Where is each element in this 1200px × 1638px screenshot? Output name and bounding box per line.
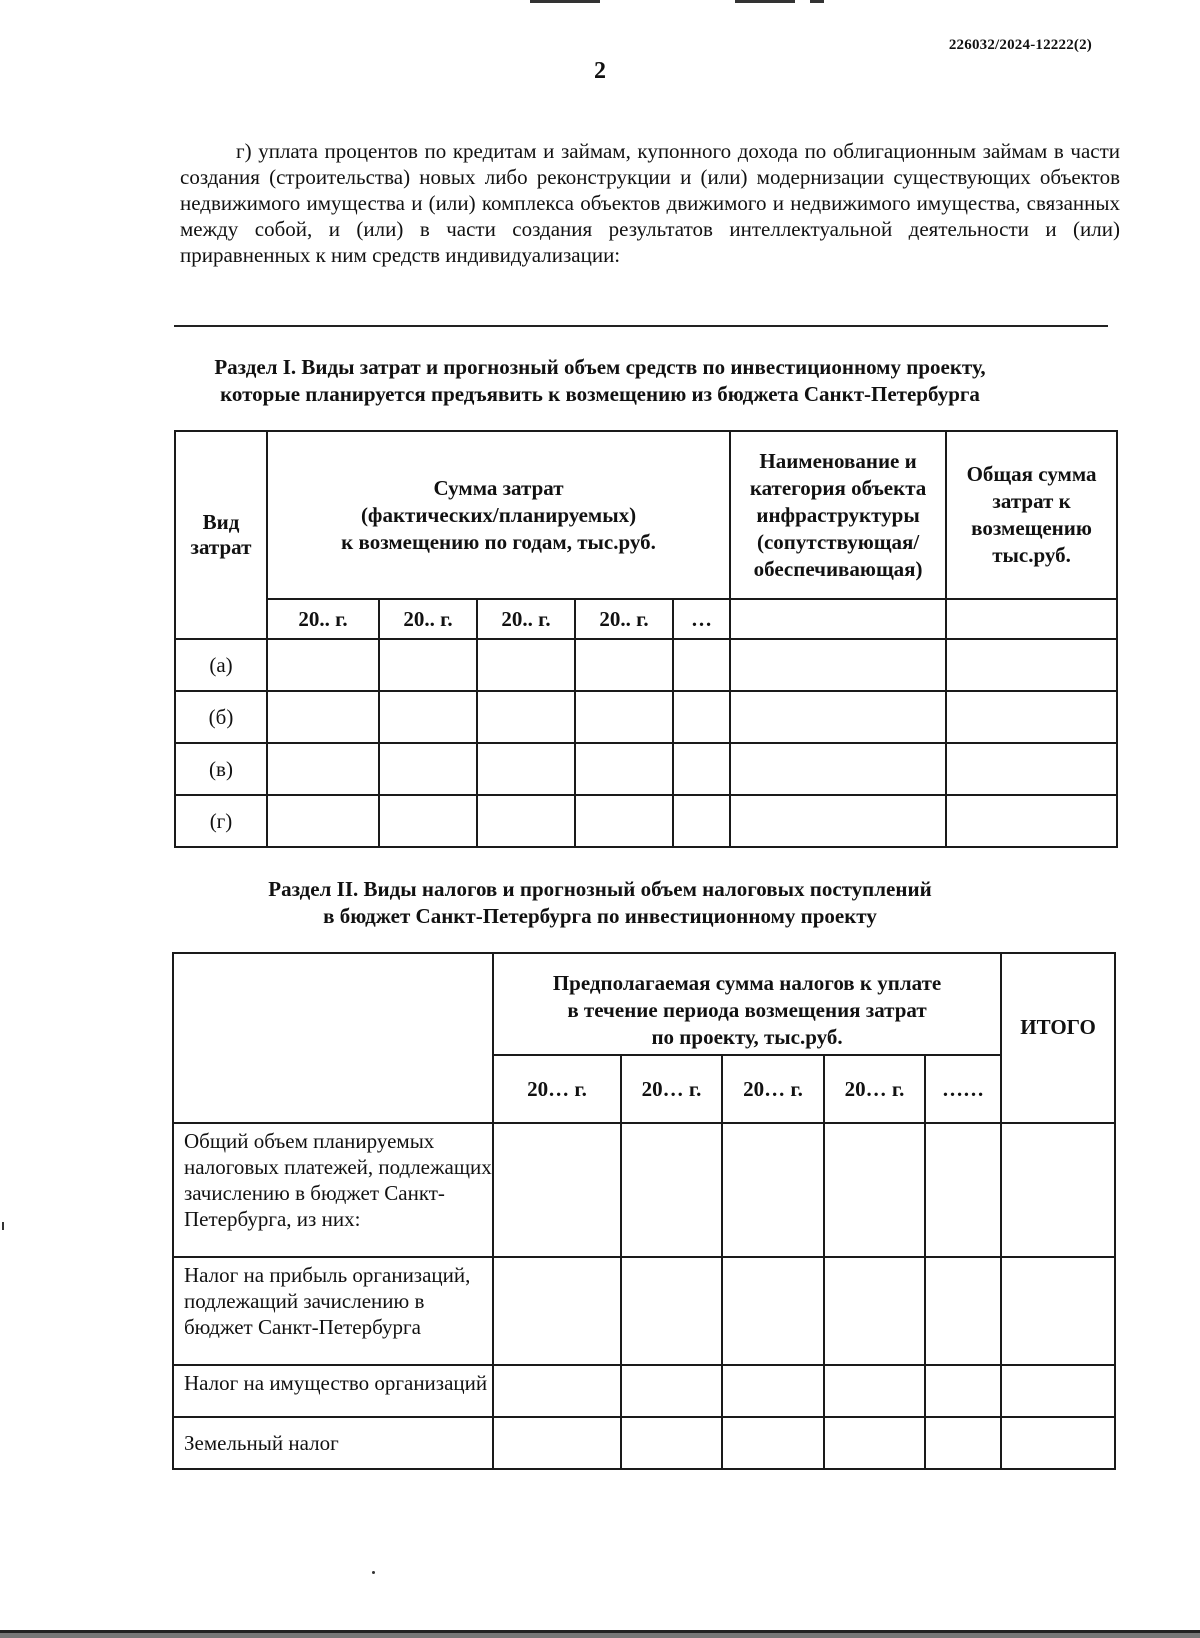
year-header-more: …… [925, 1055, 1001, 1123]
data-cell [477, 795, 575, 847]
data-cell [575, 795, 673, 847]
year-header: 20… г. [722, 1055, 824, 1123]
year-header: 20.. г. [379, 599, 477, 639]
scan-bottom-edge [0, 1630, 1200, 1638]
table-row [173, 1123, 1115, 1257]
data-cell [1001, 1257, 1115, 1365]
data-cell [477, 691, 575, 743]
data-cell [824, 1417, 925, 1469]
year-header-more: … [673, 599, 730, 639]
data-cell [575, 691, 673, 743]
data-cell [824, 1123, 925, 1257]
scan-edge-mark [810, 0, 824, 3]
data-cell [379, 743, 477, 795]
data-cell [946, 639, 1117, 691]
empty-cell [946, 599, 1117, 639]
table-row [175, 743, 1117, 795]
table-row [173, 1417, 1115, 1469]
header-object-name: Наименование и категория объекта инфраструктуры (сопутствующая/ обеспечивающая) [730, 431, 946, 599]
data-cell [925, 1123, 1001, 1257]
data-cell [730, 639, 946, 691]
data-cell [621, 1257, 722, 1365]
data-cell [673, 691, 730, 743]
data-cell [730, 795, 946, 847]
row-label: (б) [175, 691, 267, 743]
data-cell [493, 1123, 621, 1257]
data-cell [621, 1123, 722, 1257]
data-cell [946, 743, 1117, 795]
year-header: 20… г. [621, 1055, 722, 1123]
header-cost-type: Вид затрат [175, 431, 267, 639]
section1-title-line1: Раздел I. Виды затрат и прогнозный объем средств по инвестиционному проекту, [214, 355, 986, 379]
section2-title-line2: в бюджет Санкт-Петербурга по инвестиционному проекту [323, 904, 877, 928]
scan-speck [372, 1571, 375, 1574]
data-cell [493, 1365, 621, 1417]
header-cost-sum [267, 431, 730, 599]
data-cell [1001, 1123, 1115, 1257]
data-cell [925, 1257, 1001, 1365]
data-cell [575, 743, 673, 795]
row-label: (а) [175, 639, 267, 691]
header-cost-sum-line1: Сумма затрат [433, 475, 564, 500]
header-tax-sum-line1: Предполагаемая сумма налогов к уплате [552, 971, 942, 995]
row-label: Земельный налог [173, 1417, 493, 1469]
scan-edge-mark [530, 0, 600, 3]
data-cell [493, 1417, 621, 1469]
table-row [175, 639, 1117, 691]
data-cell [722, 1365, 824, 1417]
data-cell [477, 743, 575, 795]
data-cell [575, 639, 673, 691]
table-row [175, 691, 1117, 743]
data-cell [824, 1365, 925, 1417]
header-tax-sum [493, 953, 1001, 1055]
year-header: 20.. г. [267, 599, 379, 639]
header-tax-type [173, 953, 493, 1123]
data-cell [946, 691, 1117, 743]
row-label: Налог на прибыль организаций, подлежащий зачислению в бюджет Санкт-Петербурга [173, 1257, 493, 1365]
data-cell [824, 1257, 925, 1365]
data-cell [267, 795, 379, 847]
empty-cell [730, 599, 946, 639]
section2-title [0, 876, 1200, 930]
row-label: Общий объем планируемых налоговых платежей, подлежащих зачислению в бюджет Санкт-Петербурга, из них: [173, 1123, 493, 1257]
data-cell [925, 1417, 1001, 1469]
header-total-cost: Общая сумма затрат к возмещению тыс.руб. [946, 431, 1117, 599]
section1-title [0, 354, 1200, 408]
row-label: (в) [175, 743, 267, 795]
year-header: 20… г. [824, 1055, 925, 1123]
data-cell [730, 691, 946, 743]
document-number: 226032/2024-12222(2) [948, 37, 1092, 53]
data-cell [1001, 1365, 1115, 1417]
year-header: 20.. г. [575, 599, 673, 639]
data-cell [722, 1257, 824, 1365]
section1-table [174, 430, 1118, 848]
table-row [173, 1257, 1115, 1365]
data-cell [946, 795, 1117, 847]
scan-speck [2, 1222, 4, 1230]
data-cell [379, 691, 477, 743]
data-cell [379, 795, 477, 847]
scan-edge-mark [735, 0, 795, 3]
data-cell [621, 1417, 722, 1469]
data-cell [722, 1417, 824, 1469]
data-cell [267, 639, 379, 691]
data-cell [673, 795, 730, 847]
data-cell [1001, 1417, 1115, 1469]
section2-table [172, 952, 1116, 1470]
header-cost-sum-line3: к возмещению по годам, тыс.руб. [341, 529, 656, 554]
intro-paragraph: г) уплата процентов по кредитам и займам, купонного дохода по облигационным займам в части создания (строительства) новых либо реконструкции и (или) модернизации существующих объектов недвижимого имущества и (или) комплекса объектов движимого и недвижимого имущества, связанных между собой, и (или) в части создания результатов интеллектуальной деятельности и (или) приравненных к ним средств индивидуализации: [180, 139, 1120, 267]
data-cell [621, 1365, 722, 1417]
page-number: 2 [594, 58, 606, 84]
fill-in-line [174, 325, 1108, 327]
data-cell [722, 1123, 824, 1257]
year-header: 20… г. [493, 1055, 621, 1123]
data-cell [493, 1257, 621, 1365]
year-header: 20.. г. [477, 599, 575, 639]
header-tax-sum-line2: в течение периода возмещения затрат [567, 998, 927, 1022]
data-cell [730, 743, 946, 795]
data-cell [267, 691, 379, 743]
header-tax-sum-line3: по проекту, тыс.руб. [651, 1025, 843, 1049]
section1-title-line2: которые планируется предъявить к возмещению из бюджета Санкт-Петербурга [220, 382, 980, 406]
data-cell [673, 743, 730, 795]
data-cell [925, 1365, 1001, 1417]
data-cell [477, 639, 575, 691]
data-cell [267, 743, 379, 795]
table-row [175, 795, 1117, 847]
row-label: (г) [175, 795, 267, 847]
table-row [173, 1365, 1115, 1417]
row-label: Налог на имущество организаций [173, 1365, 493, 1417]
data-cell [673, 639, 730, 691]
section2-title-line1: Раздел II. Виды налогов и прогнозный объем налоговых поступлений [268, 877, 932, 901]
data-cell [379, 639, 477, 691]
header-cost-sum-line2: (фактических/планируемых) [360, 502, 637, 527]
header-total: ИТОГО [1001, 953, 1115, 1123]
